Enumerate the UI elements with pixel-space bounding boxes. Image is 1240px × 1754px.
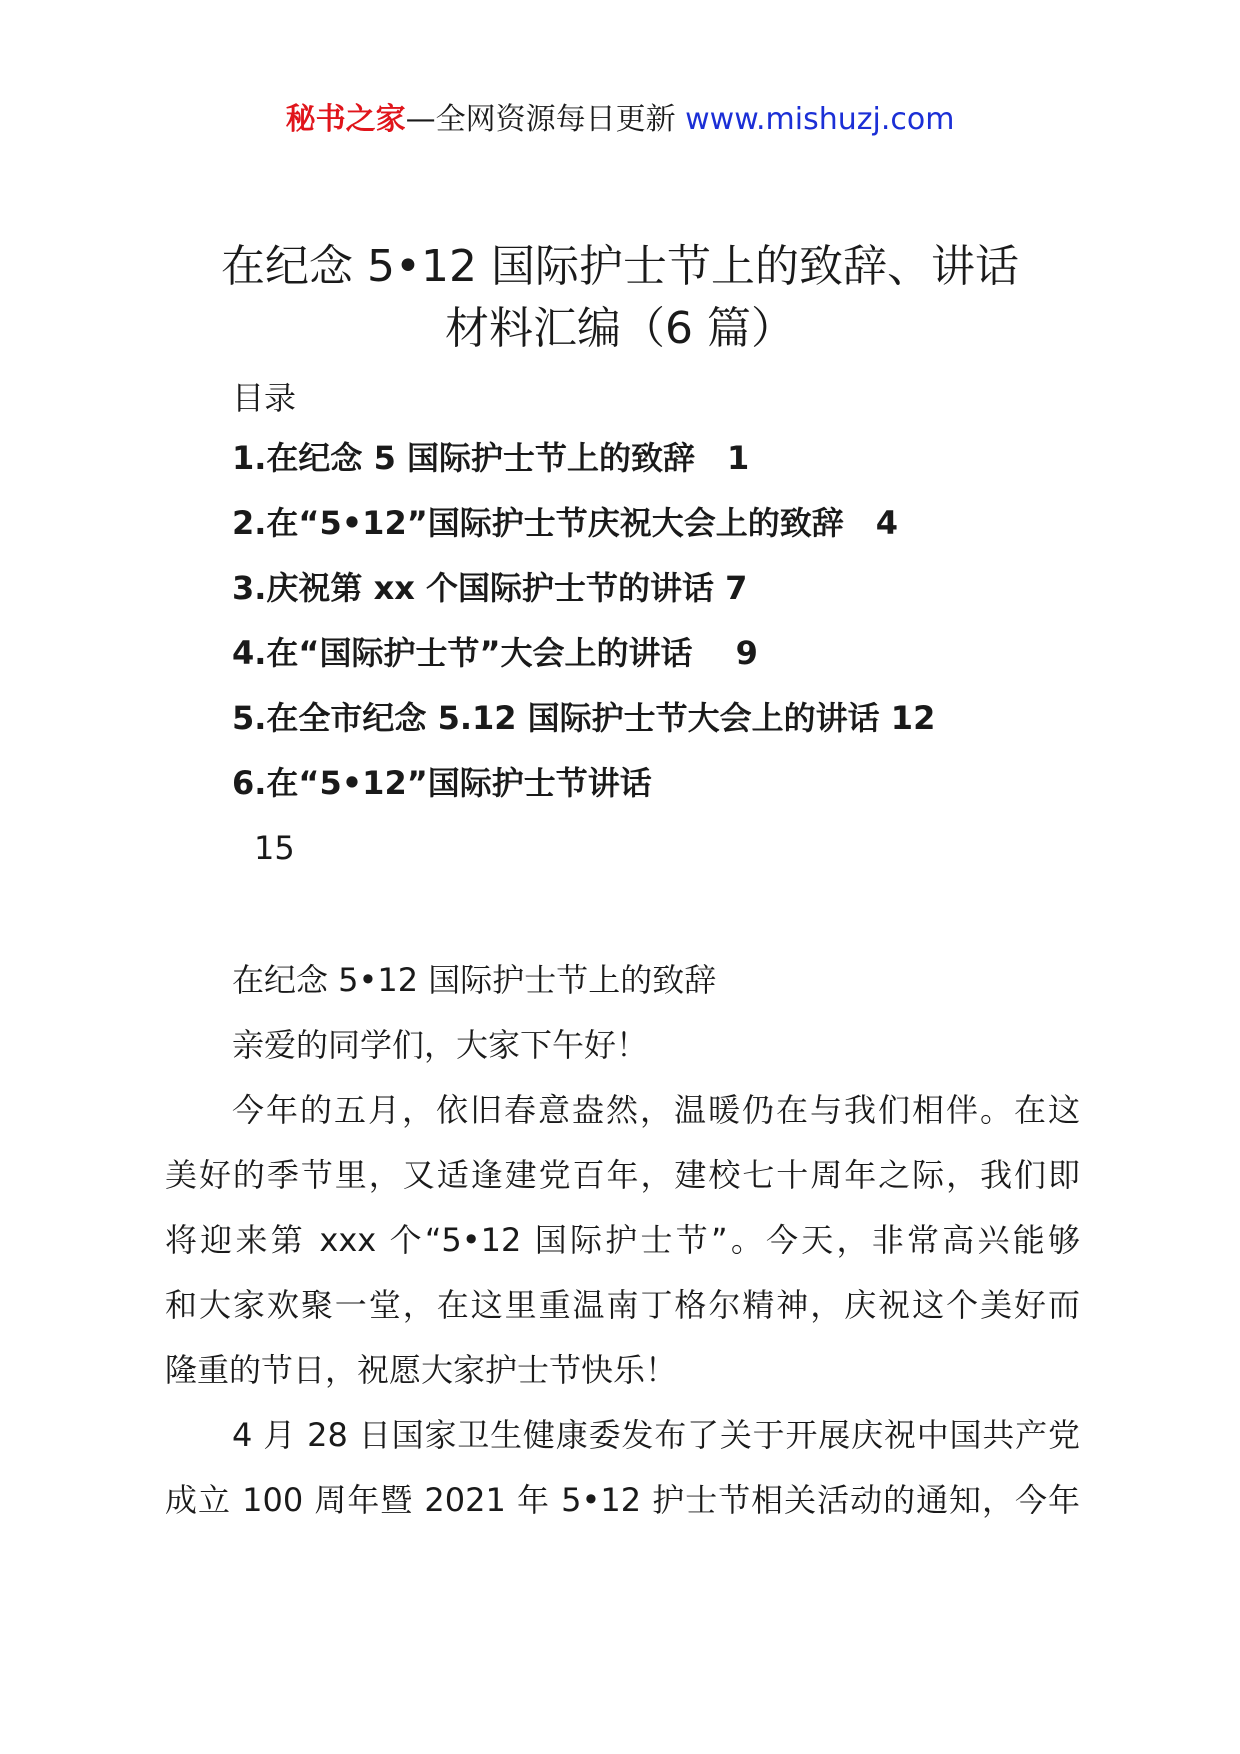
paragraph-2-line: 4 月 28 日国家卫生健康委发布了关于开展庆祝中国共产党 [232,1416,1080,1454]
toc-item-4[interactable]: 4.在“国际护士节”大会上的讲话 9 [232,634,758,672]
toc-heading: 目录 [232,379,297,417]
toc-item-2[interactable]: 2.在“5•12”国际护士节庆祝大会上的致辞 4 [232,504,899,542]
paragraph-2-line: 成立 100 周年暨 2021 年 5•12 护士节相关活动的通知，今年 [165,1481,1080,1519]
document-title-line-1: 在纪念 5•12 国际护士节上的致辞、讲话 [221,241,1019,292]
article-greeting: 亲爱的同学们，大家下午好！ [232,1026,649,1064]
document-title [0,236,1240,360]
site-slogan: —全网资源每日更新 [405,102,686,137]
toc-item-6[interactable]: 6.在“5•12”国际护士节讲话 [232,764,652,802]
site-header [0,100,1240,140]
paragraph-1-line: 美好的季节里，又适逢建党百年，建校七十周年之际，我们即 [165,1156,1080,1194]
site-url-link[interactable]: www.mishuzj.com [685,102,955,137]
toc-item-5[interactable]: 5.在全市纪念 5.12 国际护士节大会上的讲话 12 [232,699,936,737]
toc-item-1[interactable]: 1.在纪念 5 国际护士节上的致辞 1 [232,439,750,477]
paragraph-1-line: 和大家欢聚一堂，在这里重温南丁格尔精神，庆祝这个美好而 [165,1286,1080,1324]
article-title: 在纪念 5•12 国际护士节上的致辞 [232,961,717,999]
document-title-line-2: 材料汇编（6 篇） [445,303,795,354]
paragraph-1-line: 今年的五月，依旧春意盎然，温暖仍在与我们相伴。在这 [232,1091,1080,1129]
article-body [165,958,1080,1543]
site-brand: 秘书之家 [285,102,406,137]
paragraph-1-line: 将迎来第 xxx 个“5•12 国际护士节”。今天，非常高兴能够 [165,1221,1080,1259]
paragraph-1-line: 隆重的节日，祝愿大家护士节快乐！ [165,1351,678,1389]
table-of-contents [232,436,1132,826]
toc-item-6-page-number: 15 [254,829,295,867]
toc-item-3[interactable]: 3.庆祝第 xx 个国际护士节的讲话 7 [232,569,748,607]
